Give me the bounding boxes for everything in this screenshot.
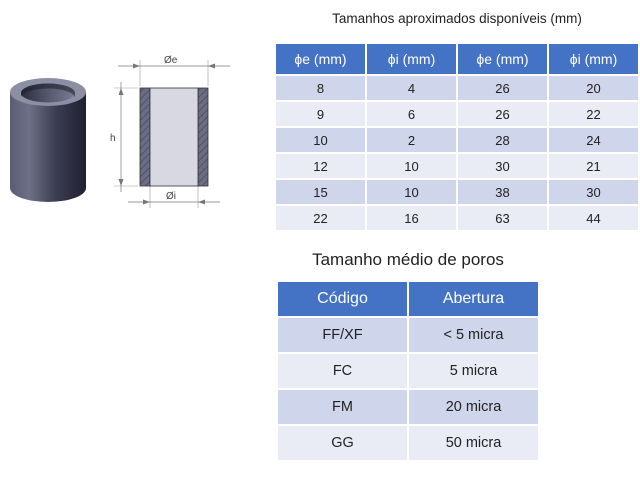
- table-cell: 44: [549, 206, 638, 230]
- table-cell: 26: [458, 76, 547, 100]
- table-row: [278, 390, 538, 424]
- pores-header-row: [278, 282, 538, 316]
- tube-3d-image: [6, 72, 90, 206]
- table-cell: 38: [458, 180, 547, 204]
- table-cell: 21: [549, 154, 638, 178]
- table-cell: 10: [276, 128, 365, 152]
- table-row: [278, 318, 538, 352]
- table-cell: 10: [367, 180, 456, 204]
- table-cell: FM: [278, 390, 407, 424]
- pores-table-title: Tamanho médio de poros: [312, 250, 504, 269]
- table-cell: 8: [276, 76, 365, 100]
- table-row: [278, 354, 538, 388]
- sizes-header-row: [276, 44, 638, 74]
- table-cell: 22: [549, 102, 638, 126]
- table-cell: 22: [276, 206, 365, 230]
- table-cell: 50 micra: [409, 426, 538, 460]
- inner-diameter-label: Øi: [166, 191, 176, 202]
- pores-header-cell-opening: Abertura: [409, 282, 538, 316]
- table-cell: GG: [278, 426, 407, 460]
- height-label: h: [110, 133, 116, 144]
- table-cell: < 5 micra: [409, 318, 538, 352]
- sizes-table-title: Tamanhos aproximados disponíveis (mm): [332, 11, 582, 26]
- table-cell: 16: [367, 206, 456, 230]
- table-row: [276, 128, 638, 152]
- table-cell: 15: [276, 180, 365, 204]
- pores-header-cell-code: Código: [278, 282, 407, 316]
- table-cell: FC: [278, 354, 407, 388]
- table-cell: 2: [367, 128, 456, 152]
- outer-diameter-label: Øe: [164, 55, 178, 66]
- table-row: [276, 76, 638, 100]
- table-cell: 63: [458, 206, 547, 230]
- table-cell: 28: [458, 128, 547, 152]
- pores-table: [276, 280, 540, 462]
- table-cell: 6: [367, 102, 456, 126]
- table-cell: 5 micra: [409, 354, 538, 388]
- tube-cross-section-drawing: [104, 50, 244, 210]
- table-row: [276, 154, 638, 178]
- sizes-header-cell: ϕi (mm): [549, 44, 638, 74]
- sizes-header-cell: ϕe (mm): [458, 44, 547, 74]
- table-cell: 24: [549, 128, 638, 152]
- table-cell: 12: [276, 154, 365, 178]
- table-cell: 30: [458, 154, 547, 178]
- sizes-header-cell: ϕi (mm): [367, 44, 456, 74]
- table-row: [276, 206, 638, 230]
- table-row: [276, 180, 638, 204]
- table-cell: 9: [276, 102, 365, 126]
- table-cell: 20 micra: [409, 390, 538, 424]
- table-cell: 20: [549, 76, 638, 100]
- sizes-header-cell: ϕe (mm): [276, 44, 365, 74]
- table-row: [276, 102, 638, 126]
- table-cell: 4: [367, 76, 456, 100]
- table-cell: 10: [367, 154, 456, 178]
- table-cell: 26: [458, 102, 547, 126]
- table-cell: FF/XF: [278, 318, 407, 352]
- table-row: [278, 426, 538, 460]
- sizes-table: [274, 42, 640, 232]
- table-cell: 30: [549, 180, 638, 204]
